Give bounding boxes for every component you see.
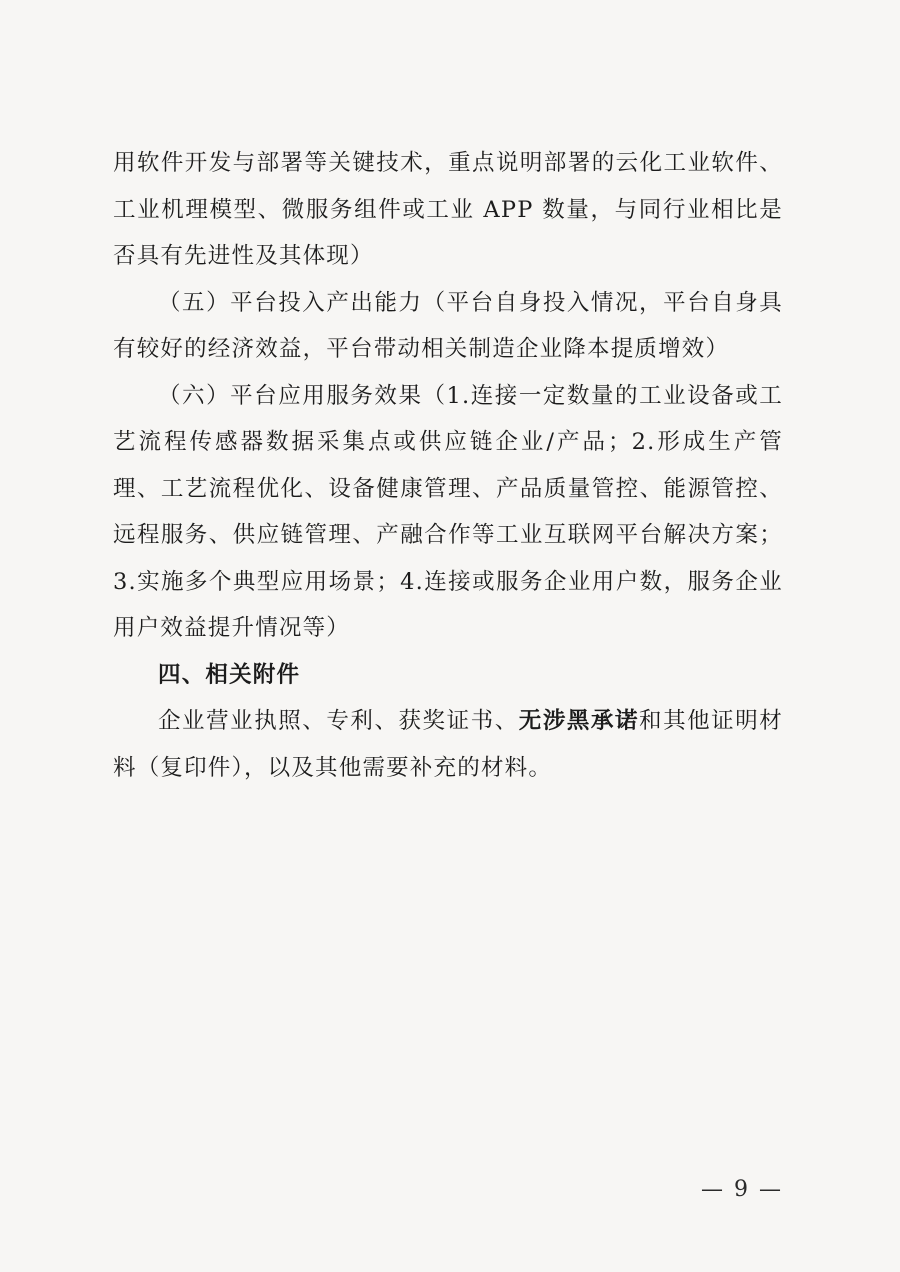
paragraph-tech-continuation: 用软件开发与部署等关键技术，重点说明部署的云化工业软件、工业机理模型、微服务组件或工业 APP 数量，与同行业相比是否具有先进性及其体现） bbox=[113, 150, 783, 269]
paragraph-section-5: （五）平台投入产出能力（平台自身投入情况，平台自身具有较好的经济效益，平台带动相关制造企业降本提质增效） bbox=[113, 289, 783, 362]
attachments-text-after: 和其他证明材料（复印件），以及其他需要补充的材料。 bbox=[113, 708, 783, 781]
document-body bbox=[113, 140, 783, 791]
section-heading-attachments: 四、相关附件 bbox=[158, 661, 301, 688]
paragraph-section-6: （六）平台应用服务效果（1.连接一定数量的工业设备或工艺流程传感器数据采集点或供应链企业/产品；2.形成生产管理、工艺流程优化、设备健康管理、产品质量管控、能源管控、远程服务、供应链管理、产融合作等工业互联网平台解决方案；3.实施多个典型应用场景；4.连接或服务企业用户数，服务企业用户效益提升情况等） bbox=[113, 382, 783, 641]
paragraph-attachments bbox=[113, 698, 783, 791]
page-number: — 9 — bbox=[701, 1177, 783, 1202]
attachments-text-before: 企业营业执照、专利、获奖证书、 bbox=[158, 708, 519, 734]
attachments-bold-text: 无涉黑承诺 bbox=[518, 708, 640, 734]
